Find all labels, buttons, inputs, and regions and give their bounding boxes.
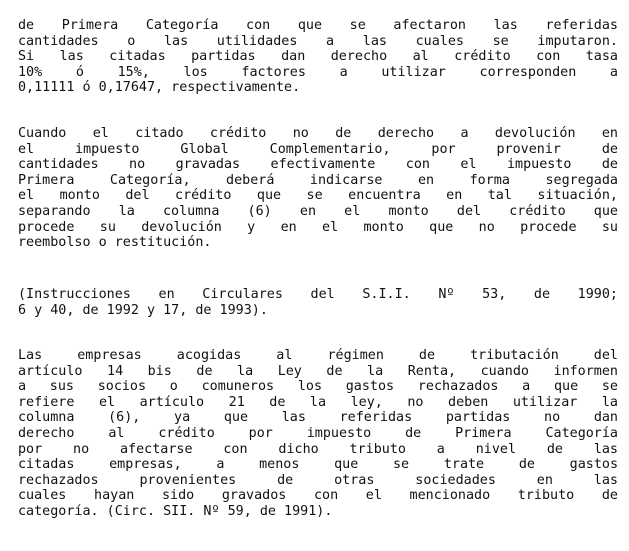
paragraph-credit-factors <box>18 18 618 96</box>
text-line: artículo 14 bis de la Ley de la Renta, cuando informen <box>18 363 618 379</box>
text-line: derecho al crédito por impuesto de Primera Categoría <box>18 425 618 441</box>
text-line: 0,11111 ó 0,17647, respectivamente. <box>18 80 301 96</box>
text-line: cantidades o las utilidades a las cuales se imputaron. <box>18 33 618 49</box>
text-line: de Primera Categoría con que se afectaron las referidas <box>18 18 618 33</box>
text-line: refiere el artículo 21 de la ley, no deben utilizar la <box>18 394 618 410</box>
text-line: reembolso o restitución. <box>18 235 212 251</box>
text-line: el impuesto Global Complementario, por provenir de <box>18 141 618 157</box>
paragraph-instructions-reference <box>18 287 618 318</box>
text-line: 10% ó 15%, los factores a utilizar corresponden a <box>18 64 618 80</box>
text-line: 6 y 40, de 1992 y 17, de 1993). <box>18 302 268 318</box>
text-line: Si las citadas partidas dan derecho al crédito con tasa <box>18 49 618 65</box>
text-line: procede su devolución y en el monto que no procede su <box>18 219 618 235</box>
text-line: (Instrucciones en Circulares del S.I.I. Nº 53, de 1990; <box>18 287 618 302</box>
text-line: el monto del crédito que se encuentra en tal situación, <box>18 188 618 204</box>
text-line: citadas empresas, a menos que se trate de gastos <box>18 457 618 473</box>
text-line: separando la columna (6) en el monto del crédito que <box>18 203 618 219</box>
text-line: columna (6), ya que las referidas partidas no dan <box>18 410 618 426</box>
text-line: cantidades no gravadas efectivamente con el impuesto de <box>18 157 618 173</box>
text-line: rechazados provenientes de otras sociedades en las <box>18 472 618 488</box>
text-line: cuales hayan sido gravados con el mencionado tributo de <box>18 488 618 504</box>
text-line: Las empresas acogidas al régimen de tributación del <box>18 348 618 363</box>
text-line: a sus socios o comuneros los gastos rechazados a que se <box>18 379 618 395</box>
text-line: por no afectarse con dicho tributo a nivel de las <box>18 441 618 457</box>
text-line: categoría. (Circ. SII. Nº 59, de 1991). <box>18 503 333 519</box>
text-line: Cuando el citado crédito no de derecho a devolución en <box>18 126 618 141</box>
text-line: Primera Categoría, deberá indicarse en forma segregada <box>18 172 618 188</box>
paragraph-credit-segregation <box>18 126 618 251</box>
paragraph-article-14-bis <box>18 348 618 520</box>
